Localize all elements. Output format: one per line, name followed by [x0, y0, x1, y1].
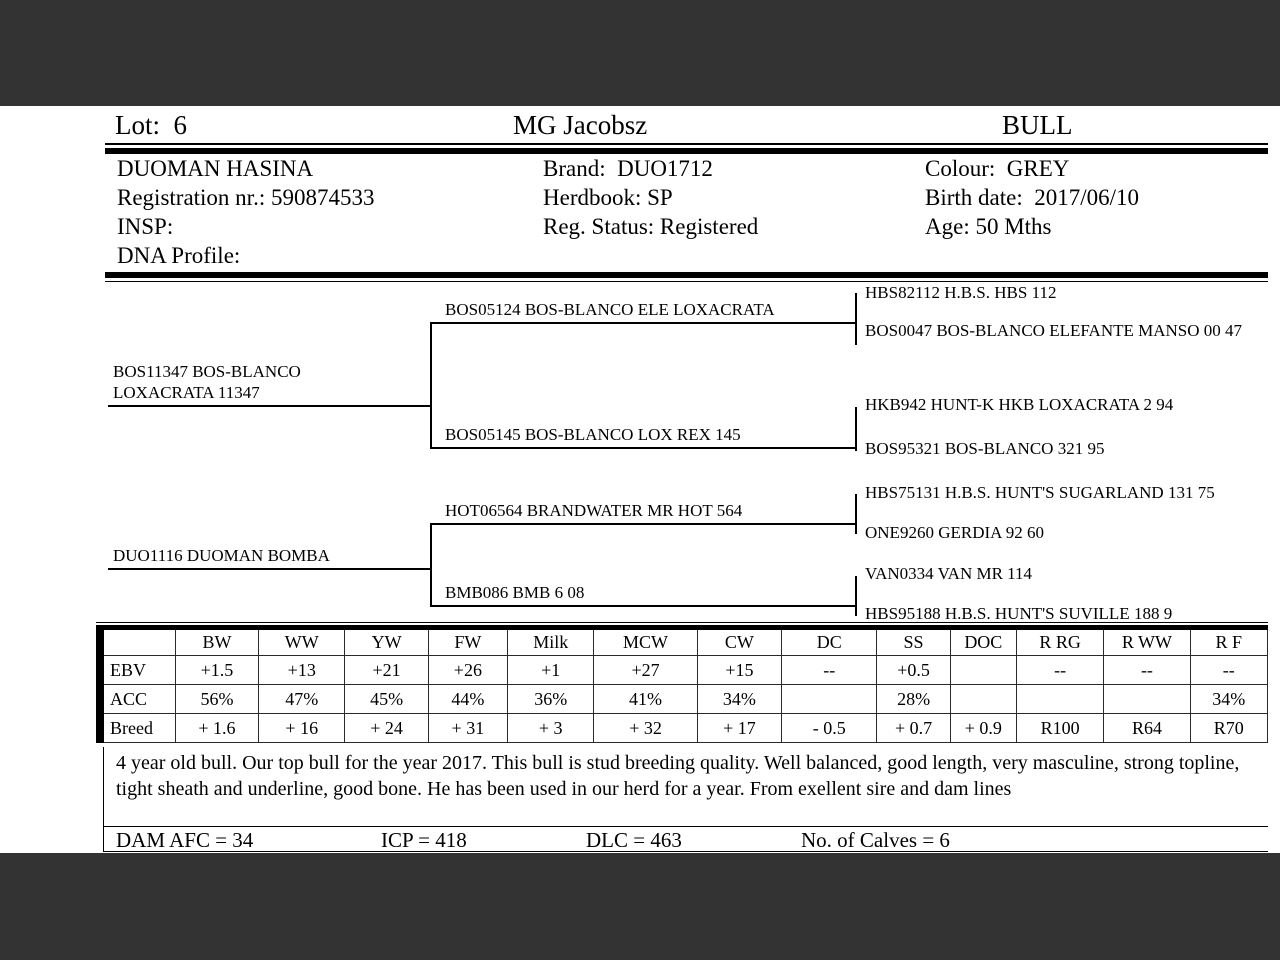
table-cell: +1 — [508, 656, 594, 685]
table-row-acc — [100, 685, 1268, 714]
great-grandparent-name: BOS95321 BOS-BLANCO 321 95 — [865, 439, 1105, 458]
animal-name: DUOMAN HASINA — [117, 156, 314, 181]
table-cell: -- — [782, 656, 877, 685]
table-cell: + 32 — [594, 714, 697, 743]
bottom-letterbox-bar — [0, 853, 1280, 960]
table-cell — [950, 656, 1016, 685]
pedigree-connector-g3 — [855, 494, 857, 534]
birth-date: Birth date: 2017/06/10 — [925, 185, 1140, 210]
table-cell: R64 — [1104, 714, 1190, 743]
header-rule-thin — [105, 143, 1268, 145]
comments-text: 4 year old bull. Our top bull for the year 2017. This bull is stud breeding quality. Well balanced, good length, very masculine, strong topline, tight sheath and underline, good bone. He has been used in our herd for a year. From exellent sire and dam lines — [116, 752, 1240, 800]
comments-box — [103, 747, 1263, 826]
calves-count: No. of Calves = 6 — [801, 828, 950, 852]
table-row-label: ACC — [100, 685, 175, 714]
dam-sire-name: HOT06564 BRANDWATER MR HOT 564 — [445, 501, 743, 520]
sire-name: BOS11347 BOS-BLANCO LOXACRATA 11347 — [113, 362, 301, 402]
table-cell: 56% — [175, 685, 258, 714]
table-cell: 44% — [428, 685, 507, 714]
great-grandparent-name: HKB942 HUNT-K HKB LOXACRATA 2 94 — [865, 395, 1174, 414]
age: Age: 50 Mths — [925, 214, 1052, 239]
table-cell: +15 — [697, 656, 781, 685]
registration-number: Registration nr.: 590874533 — [117, 185, 375, 210]
table-cell: 47% — [259, 685, 345, 714]
table-row-label: Breed — [100, 714, 175, 743]
dam-afc: DAM AFC = 34 — [116, 828, 254, 852]
great-grandparent-name: HBS82112 H.B.S. HBS 112 — [865, 283, 1057, 302]
table-cell — [782, 685, 877, 714]
table-header-cell: R F — [1190, 628, 1267, 656]
animal-type: BULL — [1002, 110, 1073, 140]
table-cell: +27 — [594, 656, 697, 685]
ebv-table — [96, 625, 1268, 743]
table-cell: +1.5 — [175, 656, 258, 685]
table-header-cell: R WW — [1104, 628, 1190, 656]
table-cell: 28% — [877, 685, 950, 714]
table-row-label: EBV — [100, 656, 175, 685]
table-cell: 34% — [1190, 685, 1267, 714]
table-header-cell: SS — [877, 628, 950, 656]
table-header-cell — [100, 628, 175, 656]
table-header-row — [100, 628, 1268, 656]
table-row-ebv — [100, 656, 1268, 685]
table-header-cell: YW — [345, 628, 428, 656]
table-header-cell: FW — [428, 628, 507, 656]
table-cell: + 3 — [508, 714, 594, 743]
pedigree-connector-g1 — [855, 293, 857, 345]
table-cell: -- — [1190, 656, 1267, 685]
table-row-breed — [100, 714, 1268, 743]
dam-name: DUO1116 DUOMAN BOMBA — [113, 546, 330, 565]
great-grandparent-name: HBS95188 H.B.S. HUNT'S SUVILLE 188 9 — [865, 604, 1173, 623]
table-header-cell: R RG — [1016, 628, 1103, 656]
pedigree-connector-g4 — [855, 576, 857, 616]
insp-label: INSP: — [117, 214, 174, 239]
table-cell: + 16 — [259, 714, 345, 743]
catalog-page — [105, 106, 1270, 853]
pedigree-connector-dam — [430, 523, 432, 605]
table-cell: R70 — [1190, 714, 1267, 743]
table-cell — [1104, 685, 1190, 714]
ebv-table-wrap — [96, 622, 1268, 743]
table-cell: + 0.7 — [877, 714, 950, 743]
table-cell: +0.5 — [877, 656, 950, 685]
table-cell: + 17 — [697, 714, 781, 743]
table-cell: 45% — [345, 685, 428, 714]
info-rule-thick — [105, 272, 1268, 278]
table-cell: 41% — [594, 685, 697, 714]
table-header-cell: DOC — [950, 628, 1016, 656]
table-cell: +26 — [428, 656, 507, 685]
great-grandparent-name: BOS0047 BOS-BLANCO ELEFANTE MANSO 00 47 — [865, 321, 1243, 340]
table-header-cell: BW — [175, 628, 258, 656]
table-cell: +21 — [345, 656, 428, 685]
table-cell: +13 — [259, 656, 345, 685]
colour: Colour: GREY — [925, 156, 1070, 181]
herdbook: Herdbook: SP — [543, 185, 673, 210]
reg-status: Reg. Status: Registered — [543, 214, 759, 239]
dam-node — [108, 538, 430, 570]
table-cell — [950, 685, 1016, 714]
table-cell: 34% — [697, 685, 781, 714]
dam-dam-node — [430, 575, 855, 607]
table-cell: 36% — [508, 685, 594, 714]
dna-profile-label: DNA Profile: — [117, 243, 241, 268]
table-cell: + 1.6 — [175, 714, 258, 743]
sire-sire-node — [430, 292, 855, 324]
brand: Brand: DUO1712 — [543, 156, 713, 181]
table-header-cell: Milk — [508, 628, 594, 656]
sire-dam-node — [430, 417, 855, 449]
sire-node — [108, 339, 430, 407]
great-grandparent-name: ONE9260 GERDIA 92 60 — [865, 523, 1044, 542]
table-cell: -- — [1104, 656, 1190, 685]
great-grandparent-name: HBS75131 H.B.S. HUNT'S SUGARLAND 131 75 — [865, 483, 1215, 502]
lot-number: Lot: 6 — [115, 110, 187, 140]
dlc: DLC = 463 — [586, 828, 682, 852]
table-cell: R100 — [1016, 714, 1103, 743]
dam-sire-node — [430, 493, 855, 525]
table-header-cell: DC — [782, 628, 877, 656]
table-cell: + 24 — [345, 714, 428, 743]
pedigree-connector-sire — [430, 322, 432, 447]
icp: ICP = 418 — [381, 828, 467, 852]
great-grandparent-name: VAN0334 VAN MR 114 — [865, 564, 1033, 583]
table-header-cell: WW — [259, 628, 345, 656]
table-cell: + 0.9 — [950, 714, 1016, 743]
table-cell: - 0.5 — [782, 714, 877, 743]
sire-dam-name: BOS05145 BOS-BLANCO LOX REX 145 — [445, 425, 741, 444]
dam-stats-row — [103, 826, 1268, 852]
dam-dam-name: BMB086 BMB 6 08 — [445, 583, 585, 602]
pedigree-tree — [105, 282, 1268, 622]
table-cell — [1016, 685, 1103, 714]
header-rule-thick — [105, 148, 1268, 154]
sire-sire-name: BOS05124 BOS-BLANCO ELE LOXACRATA — [445, 300, 775, 319]
table-cell: + 31 — [428, 714, 507, 743]
table-header-cell: MCW — [594, 628, 697, 656]
pedigree-connector-g2 — [855, 407, 857, 451]
table-header-cell: CW — [697, 628, 781, 656]
top-letterbox-bar — [0, 0, 1280, 106]
breeder-name: MG Jacobsz — [513, 110, 648, 140]
table-cell: -- — [1016, 656, 1103, 685]
